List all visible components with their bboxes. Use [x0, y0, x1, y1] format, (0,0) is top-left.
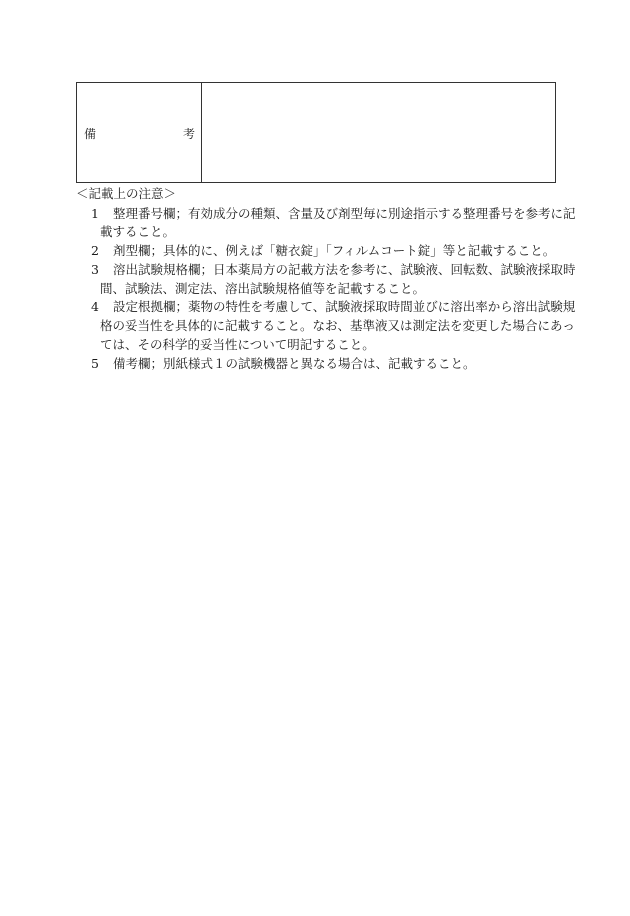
note-line: 溶出試験規格欄；日本薬局方の記載方法を参考に、試験液、回転数、試験液採取時 — [113, 262, 576, 277]
note-number: 2 — [91, 243, 99, 258]
note-number: 3 — [91, 262, 99, 277]
remarks-label-char-1: 備 — [84, 127, 97, 141]
remarks-value-cell — [202, 83, 555, 182]
remarks-label-char-2: 考 — [182, 127, 195, 141]
note-line: 格の妥当性を具体的に記載すること。なお、基準液又は測定法を変更した場合にあっ — [100, 318, 575, 333]
notes-heading: ＜記載上の注意＞ — [76, 186, 177, 201]
note-line: 整理番号欄；有効成分の種類、含量及び剤型毎に別途指示する整理番号を参考に記 — [113, 206, 576, 221]
note-line: 備考欄；別紙様式１の試験機器と異なる場合は、記載すること。 — [113, 356, 476, 371]
note-line: 設定根拠欄；薬物の特性を考慮して、試験液採取時間並びに溶出率から溶出試験規 — [113, 299, 576, 314]
note-number: 1 — [91, 206, 99, 221]
note-number: 4 — [91, 299, 99, 314]
note-line: 間、試験法、測定法、溶出試験規格値等を記載すること。 — [100, 281, 426, 296]
remarks-table — [76, 82, 556, 183]
note-line: 剤型欄；具体的に、例えば「糖衣錠」「フィルムコート錠」等と記載すること。 — [113, 243, 556, 258]
remarks-label-cell — [77, 83, 202, 182]
note-line: ては、その科学的妥当性について明記すること。 — [100, 337, 375, 352]
note-line: 載すること。 — [100, 224, 176, 239]
note-number: 5 — [91, 356, 99, 371]
